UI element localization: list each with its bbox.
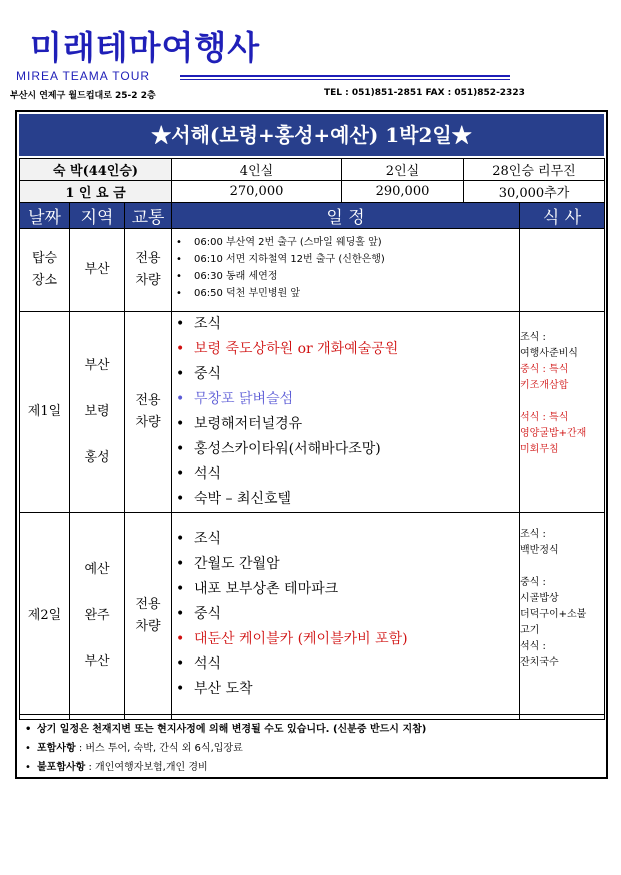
brand-logo-english: MIREA TEAMA TOUR [16,69,151,83]
pickup-stop: • 06:30 동래 세연정 [172,268,519,285]
notes-section [19,714,604,777]
meal-line: 여행사준비식 [520,348,578,359]
meal-line: 고기 [520,625,540,636]
room-type-row [20,159,605,181]
column-transport: 교통 [125,203,172,229]
day1-area [70,312,125,513]
price-limousine: 30,000추가 [464,181,605,203]
day1-transport-line2: 차량 [135,415,161,430]
pickup-stop: • 06:50 덕천 부민병원 앞 [172,285,519,302]
meal-line: 영양굴밥+간재 [520,428,587,439]
brand-logo-korean: 미래테마여행사 [30,28,261,67]
schedule-item: • 조식 [172,312,519,337]
note-included [25,739,598,758]
pickup-transport-line1: 전용 [135,251,161,266]
price-quad: 270,000 [172,181,342,203]
day2-row [20,513,605,720]
meal-line: 석식 : [520,641,546,652]
note-excluded-label: 불포함사항 [37,762,86,773]
schedule-item: • 중식 [172,362,519,387]
meal-line: 백반정식 [520,545,559,556]
meal-line: 조식 : [520,529,546,540]
day2-area [70,513,125,720]
schedule-item: • 중식 [172,602,519,627]
meal-line: 시골밥상 [520,593,559,604]
room-type-quad: 4인실 [172,159,342,181]
day2-transport-line1: 전용 [135,597,161,612]
column-schedule: 일 정 [172,203,520,229]
meal-line: 조식 : [520,332,546,343]
company-address: 부산시 연제구 월드컵대로 25-2 2층 [10,91,156,101]
note-change [25,720,598,739]
note-change-text: 상기 일정은 천재지변 또는 현지사정에 의해 변경될 수도 있습니다. (신분증 반드시 지참) [37,724,427,735]
meal-line: 석식 : 특식 [520,412,569,423]
pickup-meal [520,229,605,312]
meal-line: 중식 : 특식 [520,364,569,375]
meal-line: 미회무침 [520,444,559,455]
schedule-item: • 부산 도착 [172,677,519,702]
note-excluded-text: : 개인여행자보험,개인 경비 [85,762,208,773]
schedule-item: • 석식 [172,462,519,487]
pickup-transport [125,229,172,312]
meal-line: 더덕구이+소불 [520,609,587,620]
schedule-item: • 조식 [172,527,519,552]
schedule-item: • 무창포 닭벼슬섬 [172,387,519,412]
schedule-item: • 홍성스카이타워(서해바다조망) [172,437,519,462]
schedule-item: • 석식 [172,652,519,677]
tour-document [15,110,608,779]
info-table [19,158,605,203]
meal-line: 키조개삼합 [520,380,569,391]
price-row [20,181,605,203]
meal-line: 중식 : [520,577,546,588]
pickup-area: 부산 [70,229,125,312]
day2-transport [125,513,172,720]
pickup-label-line2: 장소 [31,273,58,288]
day2-area-3: 부산 [84,654,110,669]
note-included-label: 포함사항 [37,743,76,754]
schedule-item: • 보령해저터널경유 [172,412,519,437]
day1-meal [520,312,605,513]
note-excluded [25,758,598,777]
brand-divider [180,75,510,77]
day1-transport-line1: 전용 [135,393,161,408]
schedule-item: • 숙박 – 최신호텔 [172,487,519,512]
day2-label: 제2일 [20,513,70,720]
day2-area-1: 예산 [84,562,110,577]
pickup-schedule [172,229,520,312]
price-double: 290,000 [342,181,464,203]
pickup-stop: • 06:10 서면 지하철역 12번 출구 (신한은행) [172,251,519,268]
price-label: 1 인 요 금 [20,181,172,203]
note-included-text: : 버스 투어, 숙박, 간식 외 6식,입장료 [75,743,243,754]
pickup-stop: • 06:00 부산역 2번 출구 (스마일 웨딩홀 앞) [172,234,519,251]
day1-area-1: 부산 [84,358,110,373]
day2-transport-line2: 차량 [135,619,161,634]
schedule-item: • 보령 죽도상하원 or 개화예술공원 [172,337,519,362]
schedule-item: • 내포 보부상촌 테마파크 [172,577,519,602]
day1-schedule [172,312,520,513]
schedule-table [19,202,605,720]
pickup-row [20,229,605,312]
day1-area-3: 홍성 [84,450,110,465]
day2-schedule [172,513,520,720]
day2-meal [520,513,605,720]
tour-title: ★서해(보령+홍성+예산) 1박2일★ [19,114,604,156]
pickup-label [20,229,70,312]
day1-row [20,312,605,513]
pickup-transport-line2: 차량 [135,273,161,288]
room-type-label: 숙 박(44인승) [20,159,172,181]
column-date: 날짜 [20,203,70,229]
company-contact: TEL : 051)851-2851 FAX : 051)852-2323 [324,88,525,98]
day1-label: 제1일 [20,312,70,513]
column-meal: 식 사 [520,203,605,229]
column-header-row [20,203,605,229]
day1-area-2: 보령 [84,404,110,419]
schedule-item: • 대둔산 케이블카 (케이블카비 포함) [172,627,519,652]
day2-area-2: 완주 [84,608,110,623]
day1-transport [125,312,172,513]
pickup-label-line1: 탑승 [31,251,58,266]
brand-divider-thin [180,79,510,80]
room-type-double: 2인실 [342,159,464,181]
room-type-limousine: 28인승 리무진 [464,159,605,181]
column-area: 지역 [70,203,125,229]
meal-line: 잔치국수 [520,657,559,668]
schedule-item: • 간월도 간월암 [172,552,519,577]
